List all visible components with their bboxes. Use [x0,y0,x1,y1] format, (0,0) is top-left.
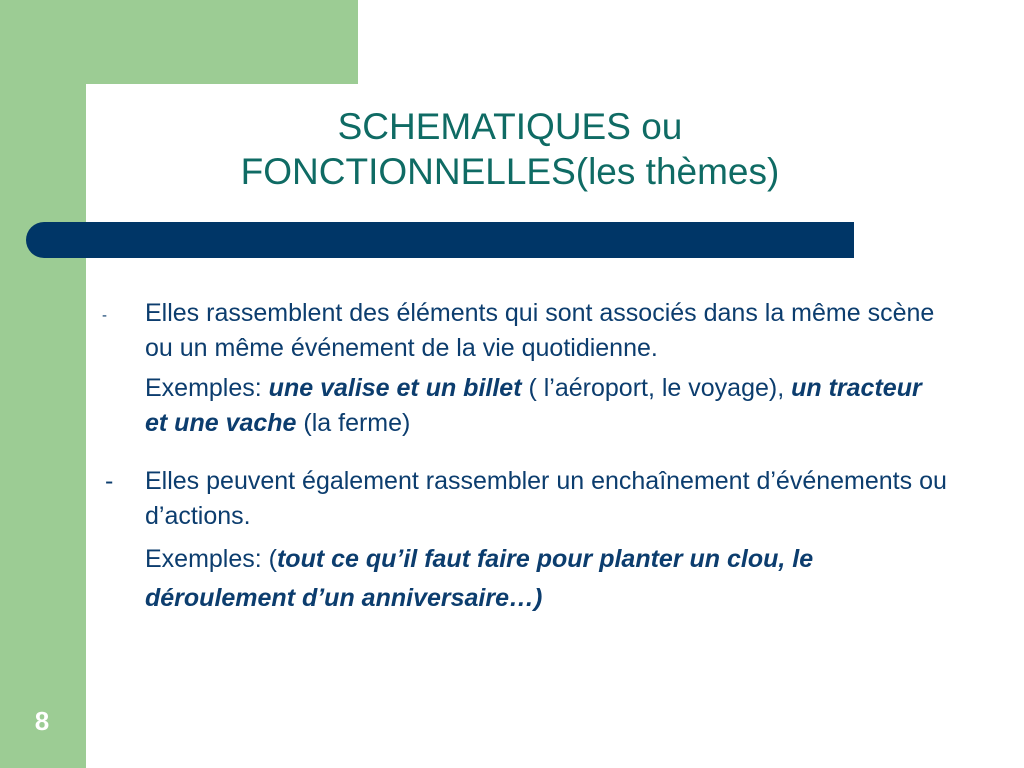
bullet-dash: - [105,467,114,495]
example-2 [100,540,950,618]
bullet-item-1 [100,296,950,366]
bullet-text: Elles peuvent également rassembler un enchaînement d’événements ou d’actions. [145,467,947,530]
bullet-item-2 [100,464,950,534]
green-frame-top [0,0,358,84]
example-text: (la ferme) [296,409,411,437]
example-emphasis: tout ce qu’il faut faire pour planter un clou, le déroulement d’un anniversaire…) [145,545,814,612]
example-prefix: Exemples: [145,374,269,402]
example-emphasis: une valise et un billet [268,374,522,402]
example-emphasis: un tracteur et une vache [145,374,922,437]
bullet-dash: - [102,307,107,324]
green-frame-left [0,0,86,768]
title-line-2: FONCTIONNELLES(les thèmes) [240,151,780,192]
slide-body [100,296,950,618]
example-1 [100,371,950,441]
example-text: ( l’aéroport, le voyage), [521,374,792,402]
slide-title [150,104,870,194]
title-line-1: SCHEMATIQUES ou [337,106,683,147]
example-prefix: Exemples: ( [145,545,277,573]
page-number: 8 [34,706,50,736]
title-divider-bar [26,222,854,258]
bullet-text: Elles rassemblent des éléments qui sont associés dans la même scène ou un même événement de la vie quotidienne. [145,299,935,362]
